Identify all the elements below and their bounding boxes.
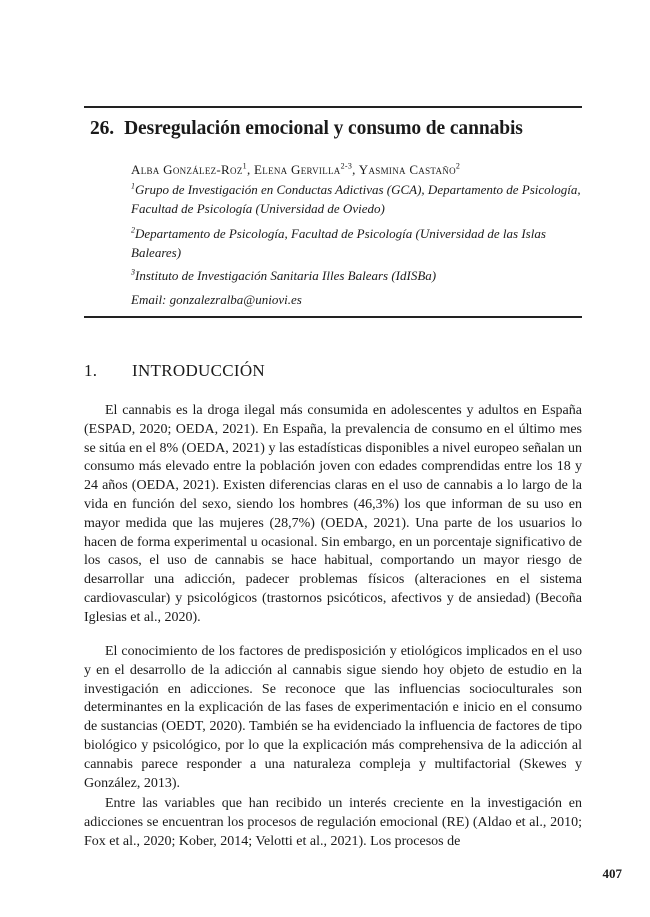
contact-email: Email: gonzalezralba@uniovi.es <box>131 292 302 307</box>
affiliation-text: Instituto de Investigación Sanitaria Illes Balears (IdISBa) <box>135 268 437 283</box>
author-affiliation-mark: 1 <box>242 161 247 171</box>
header-rule-bottom <box>84 316 582 318</box>
affiliation <box>131 266 583 285</box>
affiliation <box>131 180 583 218</box>
affiliation-text: Departamento de Psicología, Facultad de Psicología (Universidad de las Islas Baleares) <box>131 226 546 260</box>
section-title: INTRODUCCIÓN <box>132 361 265 380</box>
author-name: Yasmina Castaño <box>358 162 456 177</box>
page-number: 407 <box>602 866 622 881</box>
author-separator: , <box>246 162 255 177</box>
author-name: Alba González-Roz <box>131 162 243 177</box>
author-affiliation-mark: 2-3 <box>340 161 353 171</box>
affiliation-mark: 3 <box>131 267 135 277</box>
author-list <box>131 162 581 178</box>
body-paragraph: Entre las variables que han recibido un interés creciente en la investigación en adicciones se encuentran los procesos de regulación emocional (RE) (Aldao et al., 2010; Fox et al., 2020; Kober, 2014; Velotti et al., 2021). Los procesos de <box>84 796 582 849</box>
section-heading <box>84 361 484 381</box>
chapter-title <box>90 118 580 140</box>
section-number: 1. <box>84 361 98 380</box>
chapter-title-text: Desregulación emocional y consumo de cannabis <box>124 118 523 139</box>
author-affiliation-mark: 2 <box>455 161 461 171</box>
affiliation-mark: 2 <box>131 225 135 235</box>
affiliation <box>131 224 583 262</box>
header-rule-top <box>84 106 582 108</box>
chapter-number: 26. <box>90 118 115 139</box>
author-separator: , <box>352 162 359 177</box>
affiliation-text: Grupo de Investigación en Conductas Adictivas (GCA), Departamento de Psicología, Facultad de Psicología (Universidad de Oviedo) <box>131 182 581 216</box>
affiliation-mark: 1 <box>131 181 135 191</box>
author-name: Elena Gervilla <box>254 162 341 177</box>
body-paragraph: El cannabis es la droga ilegal más consumida en adolescentes y adultos en España (ESPAD, 2020; OEDA, 2021). En España, la prevalencia de consumo en el último mes se sitúa en el 8% (OEDA, 2021) y las estadísticas disponibles a nivel europeo señalan un consumo más elevado entre la población joven con edades comprendidas entre los 18 y 24 años (OEDA, 2021). Existen diferencias claras en el uso de cannabis a lo largo de la vida en función del sexo, siendo los hombres (46,3%) los que informan de su uso en mayor medida que las mujeres (28,7%) (OEDA, 2021). Una parte de los usuarios lo hacen de forma experimental u ocasional. Sin embargo, en un porcentaje significativo de los casos, el uso de cannabis se hace habitual, comportando un mayor riesgo de desarrollar una adicción, padecer problemas físicos (alteraciones en el sistema cardiovascular) y psicológicos (trastornos psicóticos, afectivos y de ansiedad) (Becoña Iglesias et al., 2020). <box>84 403 582 625</box>
body-paragraph: El conocimiento de los factores de predisposición y etiológicos implicados en el uso y en el desarrollo de la adicción al cannabis sigue siendo hoy objeto de estudio en la investigación en adicciones. Se reconoce que las influencias socioculturales son determinantes en la explicación de las fases de experimentación e inicio en el consumo de sustancias (OEDT, 2020). También se ha evidenciado la influencia de factores de tipo biológico y psicológico, por lo que la explicación más comprehensiva de la adicción al cannabis parece responder a una naturaleza compleja y multifactorial (Skewes y González, 2013). <box>84 644 582 791</box>
